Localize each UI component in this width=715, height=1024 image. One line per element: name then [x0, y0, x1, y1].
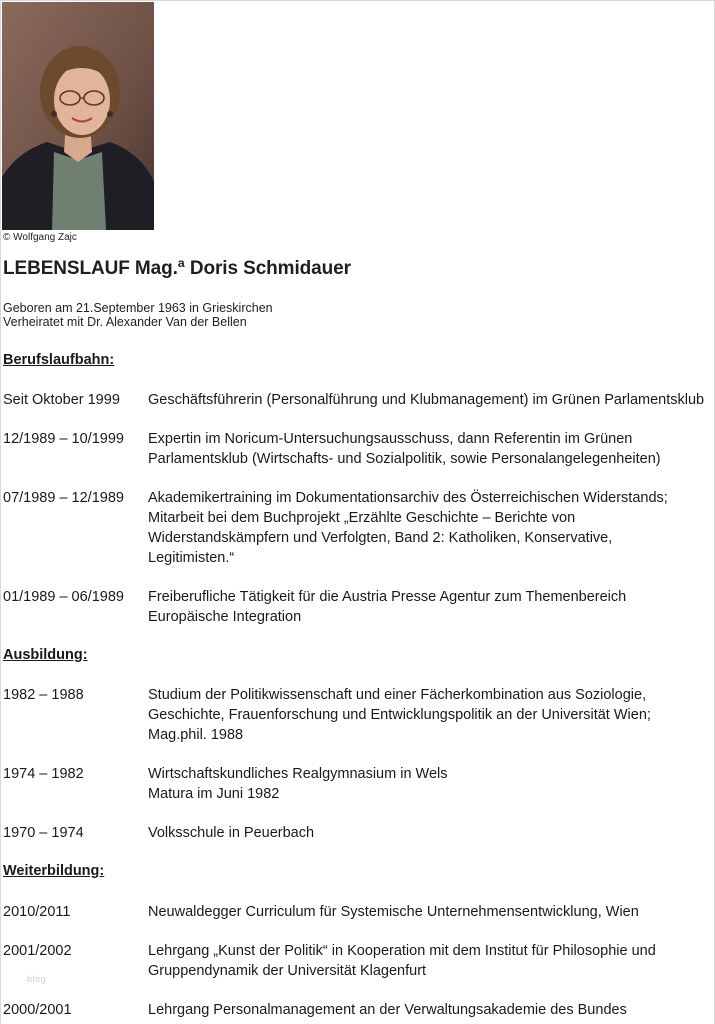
marital-info: Verheiratet mit Dr. Alexander Van der Bellen: [3, 315, 247, 329]
entry-description: [148, 941, 715, 981]
section-heading-career: Berufslaufbahn:: [3, 352, 115, 368]
entry-date: 01/1989 – 06/1989: [3, 589, 124, 605]
entry-line: Akademikertraining im Dokumentationsarchiv des Österreichischen Widerstands;: [148, 490, 668, 506]
entry-line: Lehrgang Personalmanagement an der Verwaltungsakademie des Bundes: [148, 1002, 627, 1018]
watermark: blog: [27, 974, 47, 984]
entry-date: 1982 – 1988: [3, 687, 84, 703]
entry-date: 12/1989 – 10/1999: [3, 431, 124, 447]
photo-credit: © Wolfgang Zajc: [3, 232, 77, 243]
entry-description: [148, 488, 715, 568]
birth-info: Geboren am 21.September 1963 in Grieskirchen: [3, 301, 273, 315]
section-heading-training: Weiterbildung:: [3, 863, 105, 879]
entry-line: Studium der Politikwissenschaft und einer Fächerkombination aus Soziologie,: [148, 687, 647, 703]
entry-line: Volksschule in Peuerbach: [148, 825, 315, 841]
entry-date: 07/1989 – 12/1989: [3, 490, 124, 506]
entry-line: Freiberufliche Tätigkeit für die Austria Presse Agentur zum Themenbereich: [148, 589, 627, 605]
entry-date: 2000/2001: [3, 1002, 72, 1018]
entry-date: 2010/2011: [3, 904, 71, 920]
entry-description: [148, 390, 715, 410]
page-title: LEBENSLAUF Mag.ª Doris Schmidauer: [3, 258, 351, 279]
entry-line: Gruppendynamik der Universität Klagenfurt: [148, 963, 427, 979]
entry-line: Widerstandskämpfern und Verfolgten, Band 2: Katholiken, Konservative,: [148, 530, 613, 546]
entry-line: Geschäftsführerin (Personalführung und Klubmanagement) im Grünen Parlamentsklub: [148, 392, 705, 408]
entry-line: Europäische Integration: [148, 609, 302, 625]
entry-description: [148, 1000, 715, 1020]
personal-info: [3, 301, 273, 329]
entry-line: Wirtschaftskundliches Realgymnasium in Wels: [148, 766, 448, 782]
portrait-photo: [2, 2, 154, 230]
entry-description: [148, 429, 715, 469]
entry-line: Mitarbeit bei dem Buchprojekt „Erzählte Geschichte – Berichte von: [148, 510, 576, 526]
entry-date: 1970 – 1974: [3, 825, 84, 841]
entry-description: [148, 823, 715, 843]
entry-line: Expertin im Noricum-Untersuchungsausschuss, dann Referentin im Grünen: [148, 431, 633, 447]
entry-date: 2001/2002: [3, 943, 72, 959]
entry-description: [148, 685, 715, 745]
section-heading-education: Ausbildung:: [3, 647, 88, 663]
entry-line: Legitimisten.“: [148, 550, 235, 566]
entry-description: [148, 764, 715, 804]
entry-description: [148, 587, 715, 627]
entry-line: Parlamentsklub (Wirtschafts- und Sozialpolitik, sowie Personalangelegenheiten): [148, 451, 661, 467]
entry-line: Matura im Juni 1982: [148, 786, 280, 802]
entry-line: Mag.phil. 1988: [148, 727, 244, 743]
entry-date: Seit Oktober 1999: [3, 392, 120, 408]
entry-line: Neuwaldegger Curriculum für Systemische Unternehmensentwicklung, Wien: [148, 904, 639, 920]
entry-date: 1974 – 1982: [3, 766, 84, 782]
entry-description: [148, 902, 715, 922]
entry-line: Lehrgang „Kunst der Politik“ in Kooperation mit dem Institut für Philosophie und: [148, 943, 656, 959]
entry-line: Geschichte, Frauenforschung und Entwicklungspolitik an der Universität Wien;: [148, 707, 651, 723]
